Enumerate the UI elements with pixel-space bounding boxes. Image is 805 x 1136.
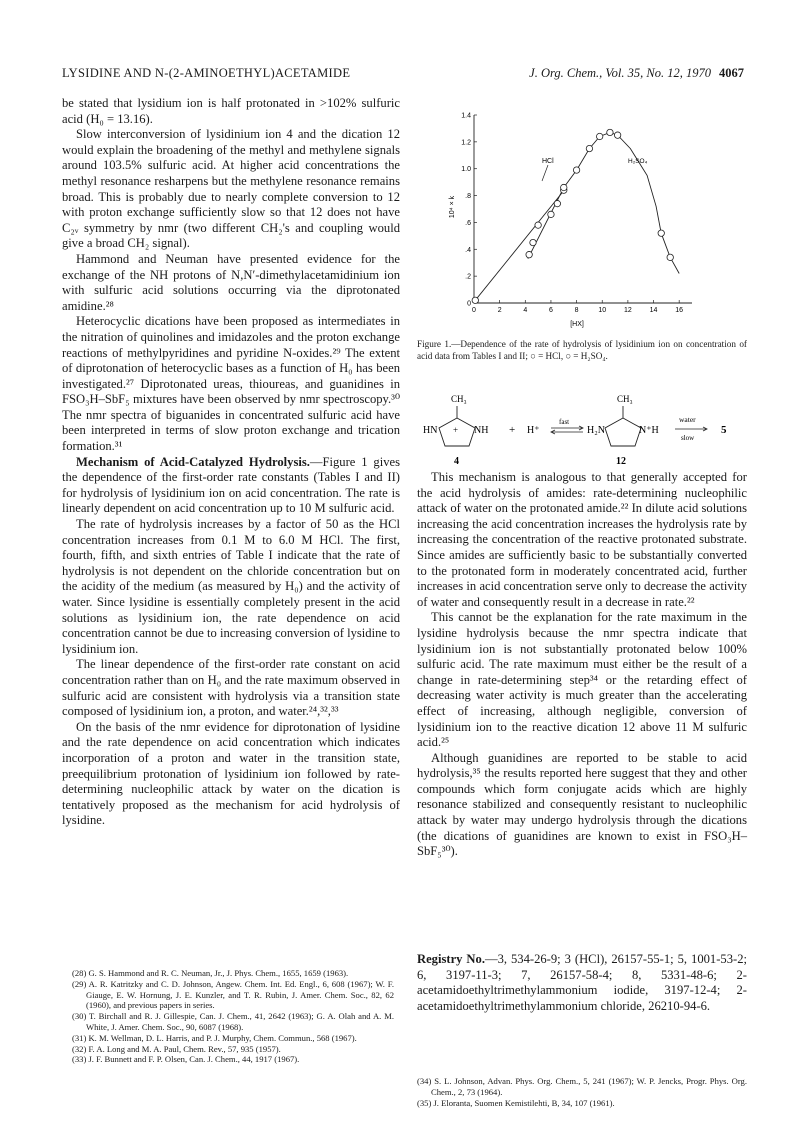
running-header [62, 66, 744, 86]
water-label: water [679, 415, 696, 424]
x-tick-label: 0 [472, 307, 476, 314]
y-tick-label: .8 [465, 193, 471, 201]
left-column [62, 96, 400, 829]
footnote: (29) A. R. Katritzky and C. D. Johnson, Angew. Chem. Int. Ed. Engl., 6, 608 (1967); W. F. Giauge, E. W. Hornung, J. E. Kunzler, and T. R. Rubin, J. Amer. Chem. Soc., 82, 62 (1960), and previous papers in series. [72, 978, 394, 1011]
footnote: (28) G. S. Hammond and R. C. Neuman, Jr., J. Phys. Chem., 1655, 1659 (1963). [72, 968, 349, 978]
fast-label: fast [559, 418, 570, 426]
chart-tick-labels [461, 113, 683, 315]
x-tick-label: 4 [523, 307, 528, 314]
footnote: (34) S. L. Johnson, Advan. Phys. Org. Chem., 5, 241 (1967); W. P. Jencks, Progr. Phys. Org. Chem., 2, 73 (1964). [417, 1076, 747, 1097]
y-axis-label: 10⁴ × k [449, 195, 456, 219]
footnote: (32) F. A. Long and M. A. Paul, Chem. Rev., 57, 935 (1957). [72, 1043, 281, 1054]
compound-label-4: 4 [454, 456, 459, 467]
registry-text: —3, 534-26-9; 3 (HCl), 26157-55-1; 5, 1001-53-2; 6, 3197-11-3; 7, 26157-58-4; 8, 5331-48-6; 2-acetamidoethyltrimethylammonium iodide, 3197-12-4; 2-acetamidoethyltrimethylammonium chloride, 26210-94-6. [417, 952, 747, 1013]
paragraph: The rate of hydrolysis increases by a factor of 50 as the HCl concentration increases from 0.1 M to 6.0 M HCl. The first, fourth, fifth, and sixth entries of Table I indicate that the rate of hydrolysis is not dependent on the chloride concentration but on the acidity of the medium (as measured by H₀) and the activity of water. Since lysidine is essentially completely present in the acid solutions as lysidinium ion, the rate dependence on acid concentration cannot be due to increasing conversion of lysidine to lysidinium ion. [62, 517, 400, 656]
hcl-leader-line [542, 165, 548, 181]
y-tick-label: 0 [467, 300, 471, 308]
registry-heading: Registry No. [417, 952, 485, 966]
paragraph: Heterocyclic dications have been proposed as intermediates in the nitration of quinolines and imidazoles and the proton exchange reactions of methylpyridines and pyridine N-oxides.²⁹ The extent of diprotonation of heterocyclic bases as a function of H₀ has been investigated.²⁷ Diprotonated ureas, thioureas, and guanidines in FSO₃H–SbF₅ mixtures have been observed by nmr spectroscopy.³⁰ The nmr spectra of biguanides in concentrated sulfuric acid have been interpreted in terms of slow proton exchange and trication formation.³¹ [62, 314, 400, 454]
paragraph: Slow interconversion of lysidinium ion 4 and the dication 12 would explain the broadening of the methyl and methylene signals around 103.5% sulfuric acid. At higher acid concentrations the methyl resonance resharpens but the methylene resonance remains broad. This is probably due to nearly complete conversion to 12 with proton exchange sufficiently slow so that 12 does not have C₂ᵥ symmetry by nmr (two different CH₂'s and coupling would give a broad CH₂ signal). [62, 127, 400, 251]
footnote: (31) K. M. Wellman, D. L. Harris, and P. J. Murphy, Chem. Commun., 568 (1967). [72, 1032, 357, 1043]
slow-label: slow [681, 434, 695, 442]
footnote: (35) J. Eloranta, Suomen Kemistilehti, B, 34, 107 (1961). [417, 1097, 615, 1108]
footnotes-right [417, 1076, 747, 1108]
paragraph: Although guanidines are reported to be stable to acid hydrolysis,³⁵ the results reported here suggest that they and other compounds which form conjugate acids which are highly resonance stabilized and consequently resistant to nucleophilic attack by water may undergo hydrolysis through the dications (the dications of guanidines are known to exist in FSO₃H–SbF₅³⁰). [417, 750, 747, 859]
plus-sign: + [509, 424, 516, 436]
y-tick-label: .6 [465, 219, 471, 227]
data-point-h2so4 [667, 254, 673, 260]
paragraph: On the basis of the nmr evidence for diprotonation of lysidine and the rate dependence on acid concentration which indicates incorporation of a proton and water in the transition state, preequilibrium protonation of lysidinium ion followed by rate-determining nucleophilic attack by water on the dication is tentatively proposed as the mechanism for acid hydrolysis of lysidine. [62, 719, 400, 828]
x-axis-label: [HX] [570, 321, 584, 328]
right-column [417, 470, 747, 860]
journal-citation: J. Org. Chem., Vol. 35, No. 12, 1970 [529, 66, 711, 80]
data-point-h2so4 [658, 230, 664, 236]
data-point-hcl [535, 222, 541, 228]
paragraph: be stated that lysidium ion is half protonated in >102% sulfuric acid (H₀ = 13.16). [62, 96, 400, 126]
h2n-label: H₂N [587, 425, 605, 436]
paragraph: This cannot be the explanation for the rate maximum in the lysidine hydrolysis because the nmr spectra indicate that lysidinium ion is not substantially protonated below 100% sulfuric acid. The rate maximum must either be the result of a change in rate-determining step³⁴ or the retarding effect of decreasing water activity is much greater than the accelerating effect of increasing, although negligible, conversion of lysidinium ion to the reactive dication 12 above 11 M sulfuric acid.²⁵ [417, 610, 747, 750]
x-tick-label: 14 [649, 307, 658, 314]
hcl-trend-line [475, 188, 566, 301]
series-label-h2so4: H₂SO₄ [628, 158, 648, 165]
data-point-h2so4 [596, 133, 602, 139]
data-point-h2so4 [526, 251, 532, 257]
x-tick-label: 2 [497, 307, 502, 314]
figure-1-chart [440, 105, 700, 335]
fast-arrow [551, 418, 583, 434]
data-point-h2so4 [530, 239, 536, 245]
structure-4 [423, 394, 488, 467]
structure-12 [587, 394, 659, 467]
paragraph-text: —Figure 1 gives the dependence of the first-order rate constants (Tables I and II) for hydrolysis of lysidinium ion on acid concentration. The rate is linearly dependent on acid concentration up to 10 M sulfuric acid. [62, 454, 400, 516]
mechanism-paragraph [62, 455, 400, 517]
footnote: (33) J. F. Bunnett and F. P. Olsen, Can. J. Chem., 44, 1917 (1967). [72, 1054, 300, 1065]
y-tick-label: .4 [465, 246, 471, 254]
footnotes-left [72, 968, 394, 1065]
data-point-h2so4 [573, 167, 579, 173]
data-point-h2so4 [614, 132, 620, 138]
figure-caption: Figure 1.—Dependence of the rate of hydrolysis of lysidinium ion on concentration of acid data from Tables I and II; ○ = HCl, ○ = H₂SO₄. [417, 339, 747, 361]
paragraph: This mechanism is analogous to that generally accepted for the acid hydrolysis of amides: rate-determining nucleophilic attack of water on the protonated amide.²² In dilute acid solutions increasing the acid concentration increases the hydrolysis rate by increasing the concentration of the reactive protonated substrate. Since amides are sufficiently basic to be substantially converted to the protonated form in moderately concentrated acid, further increases in acid concentration serve only to decrease the activity of water and consequently result in a decrease in rate.²² [417, 470, 747, 609]
product-label-5: 5 [721, 424, 727, 436]
nh-label: NH [474, 425, 489, 436]
data-point-h2so4 [607, 129, 613, 135]
ring-charge: + [453, 425, 459, 435]
slow-arrow [675, 415, 707, 442]
data-point-h2so4 [586, 145, 592, 151]
methyl-label: CH₃ [617, 394, 633, 404]
section-heading: Mechanism of Acid-Catalyzed Hydrolysis. [76, 454, 310, 469]
reaction-scheme [417, 388, 747, 468]
h2so4-trend-curve [528, 133, 679, 274]
chart-trend-curves [475, 133, 679, 301]
proton: H⁺ [527, 425, 540, 436]
x-tick-label: 8 [574, 307, 579, 314]
data-point-hcl [554, 200, 560, 206]
page-number: 4067 [719, 66, 744, 80]
nh-plus-label: N⁺H [639, 425, 659, 436]
data-point-h2so4 [561, 184, 567, 190]
registry-numbers [417, 952, 747, 1014]
data-point-hcl [548, 211, 554, 217]
footnote: (30) T. Birchall and R. J. Gillespie, Can. J. Chem., 41, 2642 (1963); G. A. Olah and A. M. White, J. Amer. Chem. Soc., 90, 6087 (1968). [72, 1011, 394, 1032]
header-journal [529, 66, 744, 81]
methyl-label: CH₃ [451, 394, 467, 404]
data-point-hcl [472, 297, 478, 303]
series-label-hcl: HCl [542, 158, 554, 165]
y-tick-label: 1.0 [461, 166, 471, 174]
y-tick-label: 1.2 [461, 139, 471, 147]
chart-axes [474, 115, 692, 303]
paragraph: The linear dependence of the first-order rate constant on acid concentration rather than on H₀ and the rate maximum observed in sulfuric acid are consistent with hydrolysis via a transition state composed of lysidinium ion, a proton, and water.²⁴,³²,³³ [62, 657, 400, 719]
hn-label: HN [423, 425, 438, 436]
y-tick-label: 1.4 [461, 112, 471, 120]
y-tick-label: .2 [465, 273, 471, 281]
x-tick-label: 16 [675, 307, 684, 314]
x-tick-label: 12 [623, 307, 632, 314]
paragraph: Hammond and Neuman have presented evidence for the exchange of the NH protons of N,N′-dimethylacetamidinium ion with sulfuric acid solutions occurring via the diprotonated amidine.²⁸ [62, 251, 400, 313]
x-tick-label: 10 [598, 307, 607, 314]
compound-label-12: 12 [616, 456, 626, 467]
header-title: LYSIDINE AND N-(2-AMINOETHYL)ACETAMIDE [62, 66, 351, 80]
chart-points [472, 129, 673, 303]
x-tick-label: 6 [548, 307, 553, 314]
